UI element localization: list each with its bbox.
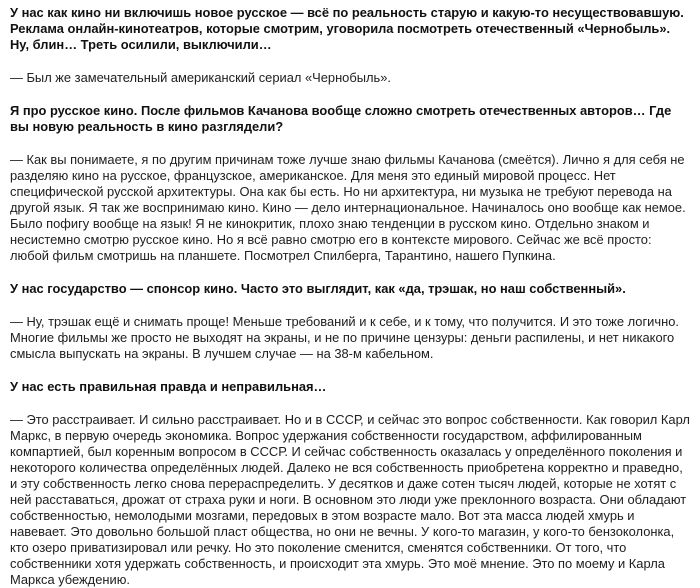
answer-paragraph: — Был же замечательный американский сериал «Чернобыль». bbox=[10, 70, 391, 85]
question-paragraph: У нас есть правильная правда и неправильная… bbox=[10, 379, 327, 394]
answer-paragraph: — Это расстраивает. И сильно расстраивает. Но и в СССР, и сейчас это вопрос собственности. Как говорил Карл Маркс, в первую очередь экономика. Вопрос удержания собственности государством, аффилированным компартией, был коренным вопросом в СССР. И сейчас собственность оказалась у определённого поколения и некоторого количества определённых людей. Далеко не вся собственность приобретена корректно и праведно, и эту собственность легко снова перераспределить. У десятков и даже сотен тысяч людей, которые не хотят с ней расставаться, дрожат от страха руки и ноги. В основном это люди уже преклонного возраста. Они обладают собственностью, немолодыми мозгами, передовых в этом возрасте мало. Вот эта масса людей хмурь и навевает. Это довольно большой пласт общества, но они не вечны. У кого-то магазин, у кого-то бензоколонка, кто озеро приватизировал или речку. Но это поколение сменится, сменятся собственники. От того, что собственники хотя удержать собственность, и происходит эта хмурь. Это моё мнение. Это по моему и Карла Маркса убеждению. bbox=[10, 412, 690, 587]
question-paragraph: У нас государство — спонсор кино. Часто это выглядит, как «да, трэшак, но наш собственный». bbox=[10, 281, 626, 296]
answer-paragraph: — Ну, трэшак ещё и снимать проще! Меньше требований и к себе, и к тому, что получится. И это тоже логично. Многие фильмы же просто не выходят на экраны, и не по причине цензуры: деньги распилены, и нет никакого смысла выпускать на экраны. В лучшем случае — на 38-м кабельном. bbox=[10, 314, 679, 361]
question-paragraph: Я про русское кино. После фильмов Качанова вообще сложно смотреть отечественных авторов… Где вы новую реальность в кино разглядели? bbox=[10, 103, 672, 134]
question-paragraph: У нас как кино ни включишь новое русское — всё по реальность старую и какую-то несуществовавшую. Реклама онлайн-кинотеатров, которые смотрим, уговорила посмотреть отечественный «Чернобыль». Ну, блин… Треть осилили, выключили… bbox=[10, 5, 684, 52]
answer-paragraph: — Как вы понимаете, я по другим причинам тоже лучше знаю фильмы Качанова (смеётся). Лично я для себя не разделяю кино на русское, французское, американское. Для меня это единый мировой процесс. Нет специфической русской архитектуры. Она как бы есть. Но ни архитектура, ни музыка не требуют перевода на другой язык. Я так же воспринимаю кино. Кино — дело интернациональное. Начиналось оно вообще как немое. Было пофигу вообще на язык! Я не кинокритик, плохо знаю тенденции в русском кино. Отдельно знаком и несистемно смотрю русское кино. Но я всё равно смотрю его в контексте мирового. Сейчас же всё просто: любой фильм смотришь на планшете. Посмотрел Спилберга, Тарантино, нашего Пупкина. bbox=[10, 152, 686, 263]
